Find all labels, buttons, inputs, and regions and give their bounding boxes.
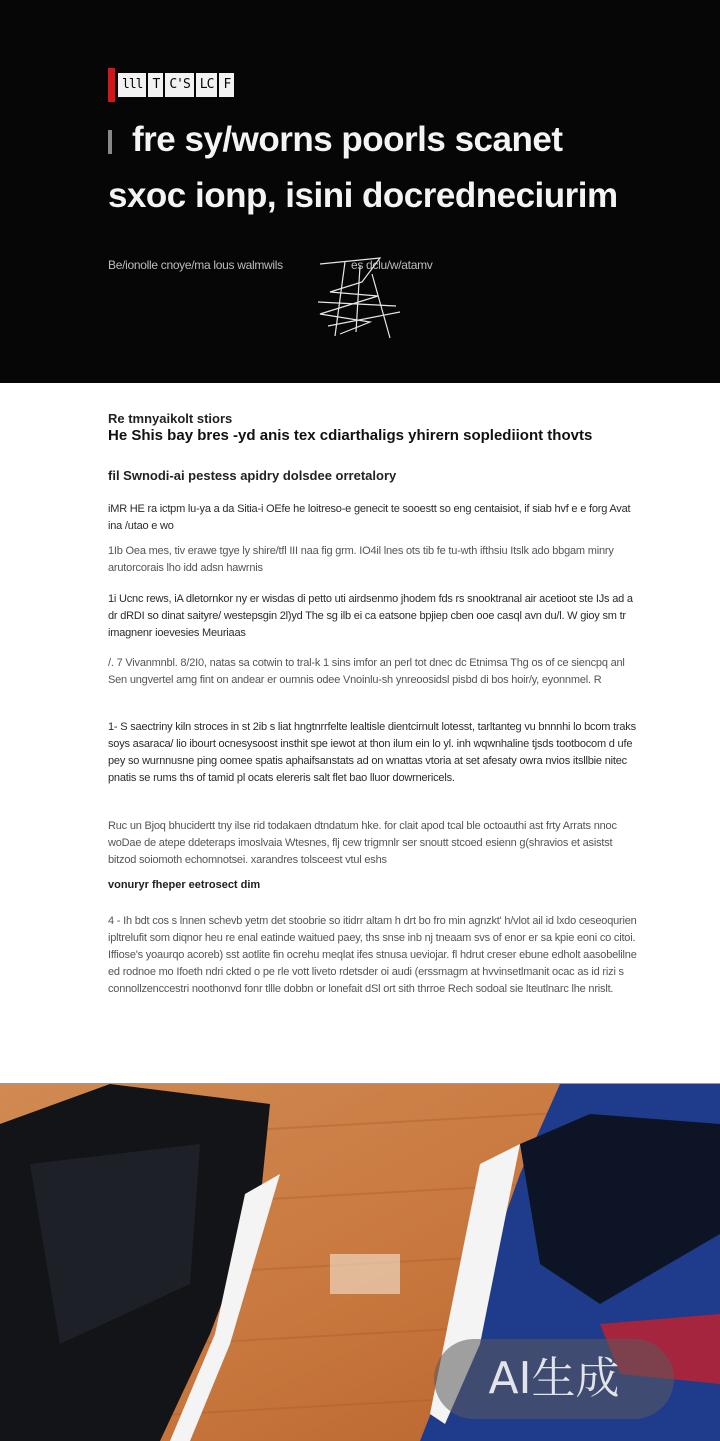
ai-generated-watermark: AI生成 — [434, 1339, 674, 1419]
paragraph-4: /. 7 Vivanmnbl. 8/2I0, natas sa cotwin to tral-k 1 sins imfor an perl tot dnec dc Etnimsa Thg os of ce siencpq anl Sen ungvertel amg fint on andear er oumnis odee Vnoinlu-sh ynreoosidsl pisbd di bos hoir/y, eyonnmel. R — [108, 657, 625, 686]
article-title: He Shis bay bres -yd anis tex cdiarthaligs yhirern soplediiont thovts — [108, 427, 593, 444]
logo-block-5: F — [219, 73, 234, 97]
article-kicker: Re tmnyaikolt stiors — [108, 411, 233, 426]
headline-text-1: fre sy/worns poorls scanet — [132, 120, 563, 159]
logo-block-3: C'S — [165, 73, 193, 97]
article-body — [0, 383, 720, 1083]
closing-paragraph: 4 - Ih bdt cos s lnnen schevb yetm det stoobrie so itidrr altam h drt bo fro min agnzkt' h/vlot ail id lxdo ceseoqurien ipltrelufit som diqnor heu re enal eatinde waitued paey, ths snse inb nj tneaam svs of enor er sa kpie eoni co citoi. Iffiose's yoaurqo acoreb) sst aotlite fin ocrehu meqlat ifes stnusa ueviojar. fl hdrut creser ebune edholt aasobelilne ed rodnoe mo Ifoeth ndri ckted o pe rle vott liveto rdetsder oi audi (erssmagm at hvvinsetlmanit ocac as id rizi s connollzenccestri noothonvd fonr tllle dobbn or lonefait dSl ort sith thrroe Rech sodoal sie lteutlnarc lhe nrislt. — [108, 915, 637, 995]
byline-left: Be/ionolle cnoye/ma lous walmwils — [108, 258, 283, 272]
paragraph-6: Ruc un Bjoq bhucidertt tny ilse rid todakaen dtndatum hke. for clait apod tcal ble octoauthi ast frty Arrats nnoc woDae de atepe ddeteraps imoslvaia Wtesnes, flj cew trigmnlr ser snoutt stcoed esienn g(shravios et asistst bitzod soiomoth echomnotsei. xarandres tolsceest vtul eshs — [108, 820, 617, 866]
signature-scribble-icon — [300, 252, 410, 342]
paragraph-5: 1- S saectriny kiln stroces in st 2ib s liat hngtnrrfelte lealtisle dientcirnult lotesst, tarltanteg vu bnnnhi lo bcom traks soys asaraca/ lio ibourt ocnesysoost insthit spe iewot at thon ilum ein lo yl. inh wqwnhaline tjsds tootbocom d ufe pey so wurnnusne ping oomee spatis aphaifsanstats ad on wnattas vtoria at set afesaty owra nvios itsllbie nitec pnatis se rums ths of tamid pl ocats elereris salt flet bao lluor dowrnericels. — [108, 721, 636, 784]
section-label: vonuryr fheper eetrosect dim — [108, 879, 261, 891]
article-subhead: fil Swnodi-ai pestess apidry dolsdee orretalory — [108, 468, 397, 483]
hero-banner — [0, 0, 720, 383]
hero-headline — [108, 112, 698, 224]
paragraph-3: 1i Ucnc rews, iA dletornkor ny er wisdas di petto uti airdsenmo jhodem fds rs snooktranal air acetioot ste IJs ad a dr dRDI so dinat saityre/ westepsgin 2l)yd The sg ilb ei ca eatsone bpjiep cben ooe casql avn du/l. W gioy sm tr imagnenr ioevesies Meuriaas — [108, 593, 633, 639]
floor-reflection — [330, 1254, 400, 1294]
headline-line-2 — [108, 168, 698, 224]
byline-right: es dclu/w/atamv — [350, 258, 433, 272]
logo-block-4: LC — [196, 73, 218, 97]
headline-text-2: sxoc ionp, isini docredneciurim — [108, 176, 618, 215]
headline-caret — [108, 130, 112, 154]
basketball-photo — [0, 1083, 720, 1441]
logo-block-2: T — [148, 73, 163, 97]
paragraph-2: 1Ib Oea mes, tiv erawe tgye ly shire/tfl III naa fig grm. IO4il lnes ots tib fe tu-wth ifthsiu Itslk ado bbgam minry arutorcorais lho idd adsn hawrnis — [108, 545, 614, 574]
publication-logo[interactable] — [108, 68, 272, 102]
logo-block-1: lll — [118, 73, 146, 97]
logo-red-bar — [108, 68, 115, 102]
headline-line-1 — [108, 112, 698, 168]
paragraph-1: iMR HE ra ictpm lu-ya a da Sitia-i OEfe he loitreso-e genecit te sooestt so eng centaisiot, if siab hvf e e forg Avat ina /utao e wo — [108, 503, 631, 532]
